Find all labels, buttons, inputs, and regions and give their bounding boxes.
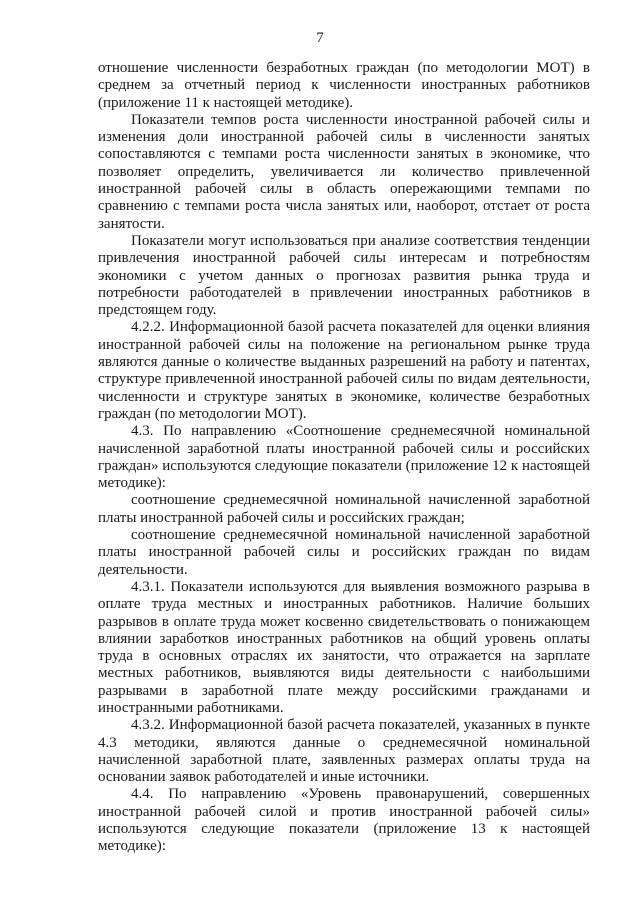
paragraph: 4.2.2. Информационной базой расчета показателей для оценки влияния иностранной рабочей силы на положение на региональном рынке труда являются данные о количестве выданных разрешений на работу и патентах, структуре привлеченной иностранной рабочей силы по видам деятельности, численности и структуре занятых в экономике, количестве безработных граждан (по методологии МОТ). [98,319,590,422]
paragraph: Показатели могут использоваться при анализе соответствия тенденции привлечения иностранной рабочей силы интересам и потребностям экономики с учетом данных о прогнозах развития рынка труда и потребности работодателей в привлечении иностранных работников в предстоящем году. [98,232,590,319]
paragraph: 4.3.2. Информационной базой расчета показателей, указанных в пункте 4.3 методики, являются данные о среднемесячной номинальной начисленной заработной плате, заявленных размерах оплаты труда на основании заявок работодателей и иные источники. [98,717,590,786]
paragraph: соотношение среднемесячной номинальной начисленной заработной платы иностранной рабочей силы и российских граждан; [98,492,590,526]
document-body [98,60,590,856]
page-number: 7 [316,30,324,46]
paragraph-continuation: отношение численности безработных граждан (по методологии МОТ) в среднем за отчетный период к численности иностранных работников (приложение 11 к настоящей методике). [98,60,590,111]
paragraph: 4.3.1. Показатели используются для выявления возможного разрыва в оплате труда местных и иностранных работников. Наличие больших разрывов в оплате труда может косвенно свидетельствовать о понижающем влиянии заработков иностранных работников на общий уровень оплаты труда в основных отраслях их занятости, что отражается на зарплате местных работников, выявляются виды деятельности с наибольшими разрывами в заработной плате между российскими гражданами и иностранными работниками. [98,578,590,716]
paragraph: 4.4. По направлению «Уровень правонарушений, совершенных иностранной рабочей силой и против иностранной рабочей силы» используются следующие показатели (приложение 13 к настоящей методике): [98,786,590,855]
paragraph: Показатели темпов роста численности иностранной рабочей силы и изменения доли иностранной рабочей силы в численности занятых сопоставляются с темпами роста численности занятых в экономике, что позволяет определить, увеличивается ли количество привлеченной иностранной рабочей силы в область опережающими темпами по сравнению с темпами роста числа занятых или, наоборот, отстает от роста занятости. [98,111,590,232]
paragraph: 4.3. По направлению «Соотношение среднемесячной номинальной начисленной заработной платы иностранной рабочей силы и российских граждан» используются следующие показатели (приложение 12 к настоящей методике): [98,423,590,492]
paragraph: соотношение среднемесячной номинальной начисленной заработной платы иностранной рабочей силы и российских граждан по видам деятельности. [98,527,590,578]
